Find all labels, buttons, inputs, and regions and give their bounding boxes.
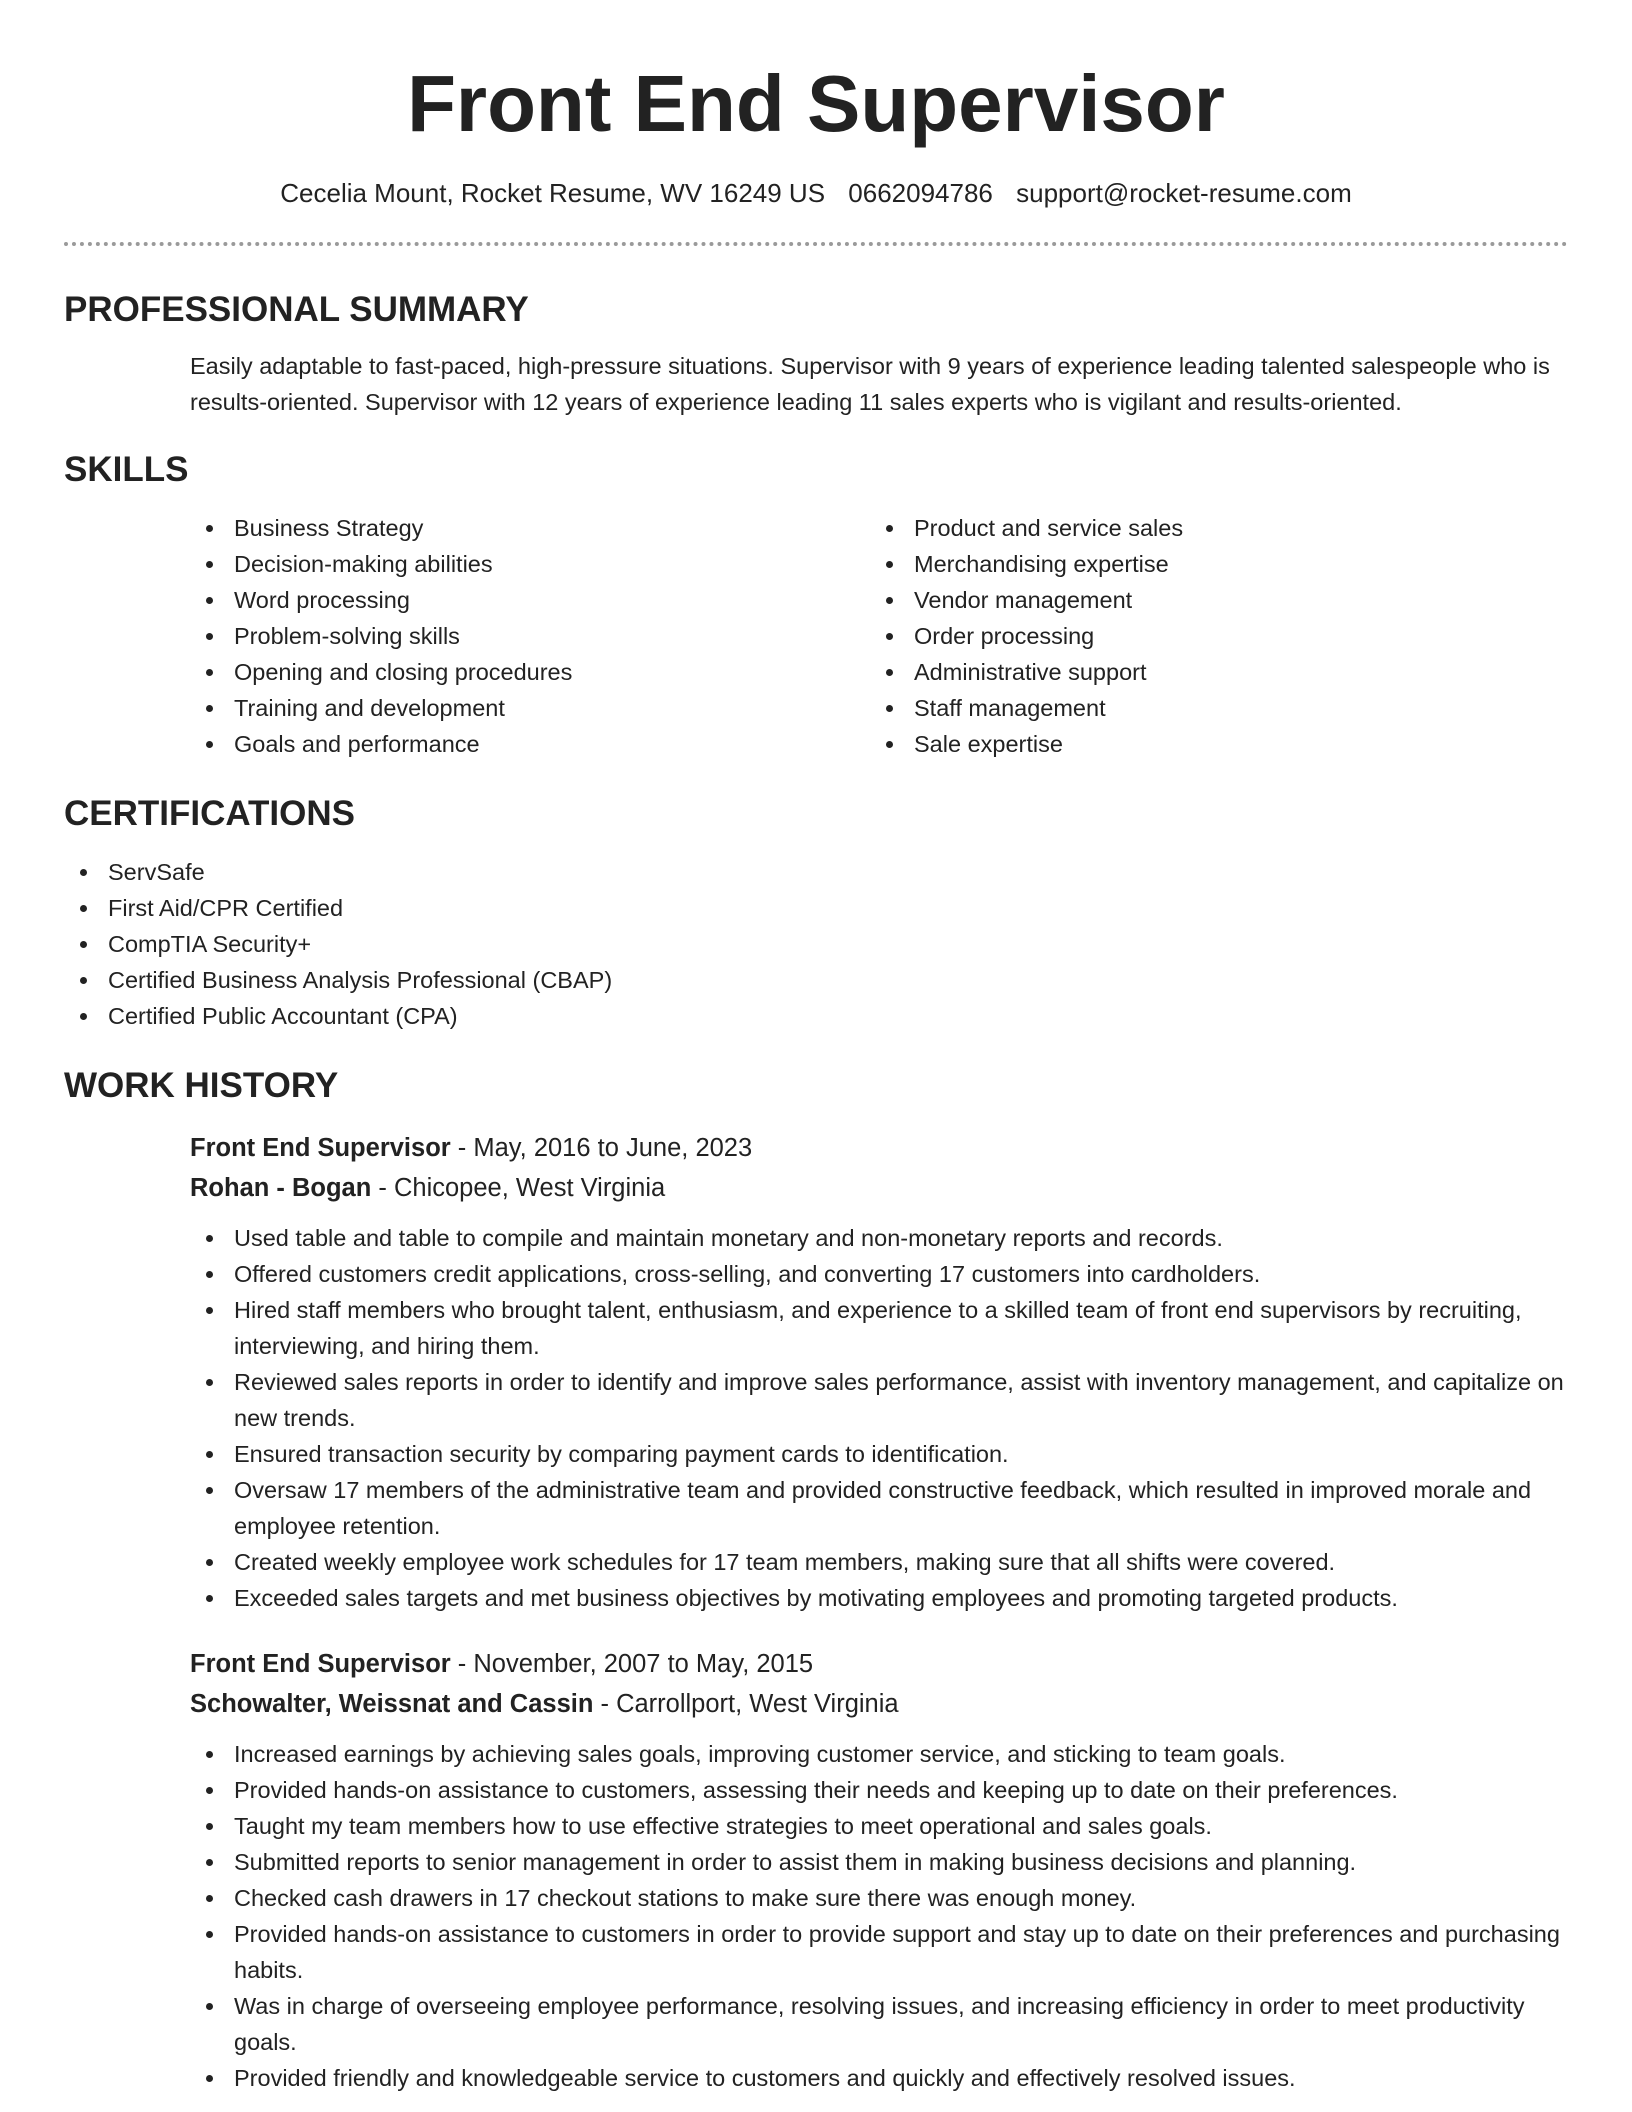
skill-item: Training and development xyxy=(190,690,870,726)
skills-column-right xyxy=(870,510,1550,762)
contact-address: Cecelia Mount, Rocket Resume, WV 16249 US xyxy=(280,178,826,208)
certifications-list xyxy=(64,854,1568,1034)
contact-phone: 0662094786 xyxy=(848,178,993,208)
job-entry xyxy=(190,1644,1568,2096)
skill-item: Goals and performance xyxy=(190,726,870,762)
job-bullet: Submitted reports to senior management in order to assist them in making business decisions and planning. xyxy=(190,1844,1568,1880)
job-bullet: Created weekly employee work schedules for 17 team members, making sure that all shifts were covered. xyxy=(190,1544,1568,1580)
skill-item: Order processing xyxy=(870,618,1550,654)
resume-page xyxy=(64,0,1568,2096)
job-title: Front End Supervisor xyxy=(190,1134,451,1162)
job-bullet: Was in charge of overseeing employee performance, resolving issues, and increasing efficiency in order to meet productivity goals. xyxy=(190,1988,1568,2060)
job-dates: - May, 2016 to June, 2023 xyxy=(450,1134,753,1162)
certification-item: ServSafe xyxy=(64,854,1568,890)
skill-item: Administrative support xyxy=(870,654,1550,690)
job-bullet: Increased earnings by achieving sales goals, improving customer service, and sticking to team goals. xyxy=(190,1736,1568,1772)
skill-item: Word processing xyxy=(190,582,870,618)
job-bullets xyxy=(190,1220,1568,1616)
job-title: Front End Supervisor xyxy=(190,1650,451,1678)
job-bullet: Hired staff members who brought talent, enthusiasm, and experience to a skilled team of front end supervisors by recruiting, interviewing, and hiring them. xyxy=(190,1292,1568,1364)
job-location: - Carrollport, West Virginia xyxy=(593,1690,899,1718)
job-entry xyxy=(190,1128,1568,1616)
job-bullets xyxy=(190,1736,1568,2096)
skills-heading: SKILLS xyxy=(64,450,189,489)
skills-section xyxy=(64,448,1568,762)
contact-email: support@rocket-resume.com xyxy=(1016,178,1352,208)
job-title-line xyxy=(190,1128,1568,1168)
work-history-heading: WORK HISTORY xyxy=(64,1066,339,1105)
skill-item: Business Strategy xyxy=(190,510,870,546)
job-bullet: Used table and table to compile and maintain monetary and non-monetary reports and records. xyxy=(190,1220,1568,1256)
header-divider xyxy=(64,242,1568,246)
job-bullet: Provided hands-on assistance to customers, assessing their needs and keeping up to date on their preferences. xyxy=(190,1772,1568,1808)
summary-section xyxy=(64,288,1568,420)
summary-heading: PROFESSIONAL SUMMARY xyxy=(64,290,529,329)
job-location: - Chicopee, West Virginia xyxy=(371,1174,666,1202)
resume-title: Front End Supervisor xyxy=(407,59,1225,148)
skill-item: Vendor management xyxy=(870,582,1550,618)
job-bullet: Ensured transaction security by comparing payment cards to identification. xyxy=(190,1436,1568,1472)
certification-item: Certified Business Analysis Professional (CBAP) xyxy=(64,962,1568,998)
job-bullet: Provided hands-on assistance to customers in order to provide support and stay up to date on their preferences and purchasing habits. xyxy=(190,1916,1568,1988)
job-bullet: Reviewed sales reports in order to identify and improve sales performance, assist with inventory management, and capitalize on new trends. xyxy=(190,1364,1568,1436)
skills-column-left xyxy=(190,510,870,762)
job-bullet: Offered customers credit applications, cross-selling, and converting 17 customers into cardholders. xyxy=(190,1256,1568,1292)
job-bullet: Taught my team members how to use effective strategies to meet operational and sales goals. xyxy=(190,1808,1568,1844)
contact-line xyxy=(64,176,1568,210)
skills-columns xyxy=(190,510,1568,762)
certification-item: CompTIA Security+ xyxy=(64,926,1568,962)
job-company-line xyxy=(190,1684,1568,1724)
certifications-heading: CERTIFICATIONS xyxy=(64,794,356,833)
skill-item: Staff management xyxy=(870,690,1550,726)
skill-item: Opening and closing procedures xyxy=(190,654,870,690)
skill-item: Decision-making abilities xyxy=(190,546,870,582)
skill-item: Sale expertise xyxy=(870,726,1550,762)
job-bullet: Oversaw 17 members of the administrative team and provided constructive feedback, which resulted in improved morale and employee retention. xyxy=(190,1472,1568,1544)
skill-item: Merchandising expertise xyxy=(870,546,1550,582)
skill-item: Problem-solving skills xyxy=(190,618,870,654)
work-history-section xyxy=(64,1064,1568,2096)
job-dates: - November, 2007 to May, 2015 xyxy=(450,1650,814,1678)
job-bullet: Exceeded sales targets and met business objectives by motivating employees and promoting targeted products. xyxy=(190,1580,1568,1616)
job-bullet: Checked cash drawers in 17 checkout stations to make sure there was enough money. xyxy=(190,1880,1568,1916)
skill-item: Product and service sales xyxy=(870,510,1550,546)
job-title-line xyxy=(190,1644,1568,1684)
certifications-section xyxy=(64,792,1568,1034)
job-company: Rohan - Bogan xyxy=(190,1174,372,1202)
certification-item: Certified Public Accountant (CPA) xyxy=(64,998,1568,1034)
job-company: Schowalter, Weissnat and Cassin xyxy=(190,1690,594,1718)
certification-item: First Aid/CPR Certified xyxy=(64,890,1568,926)
job-company-line xyxy=(190,1168,1568,1208)
job-bullet: Provided friendly and knowledgeable service to customers and quickly and effectively resolved issues. xyxy=(190,2060,1568,2096)
summary-text: Easily adaptable to fast-paced, high-pressure situations. Supervisor with 9 years of experience leading talented salespeople who is results-oriented. Supervisor with 12 years of experience leading 11 sales experts who is vigilant and results-oriented. xyxy=(190,353,1550,415)
